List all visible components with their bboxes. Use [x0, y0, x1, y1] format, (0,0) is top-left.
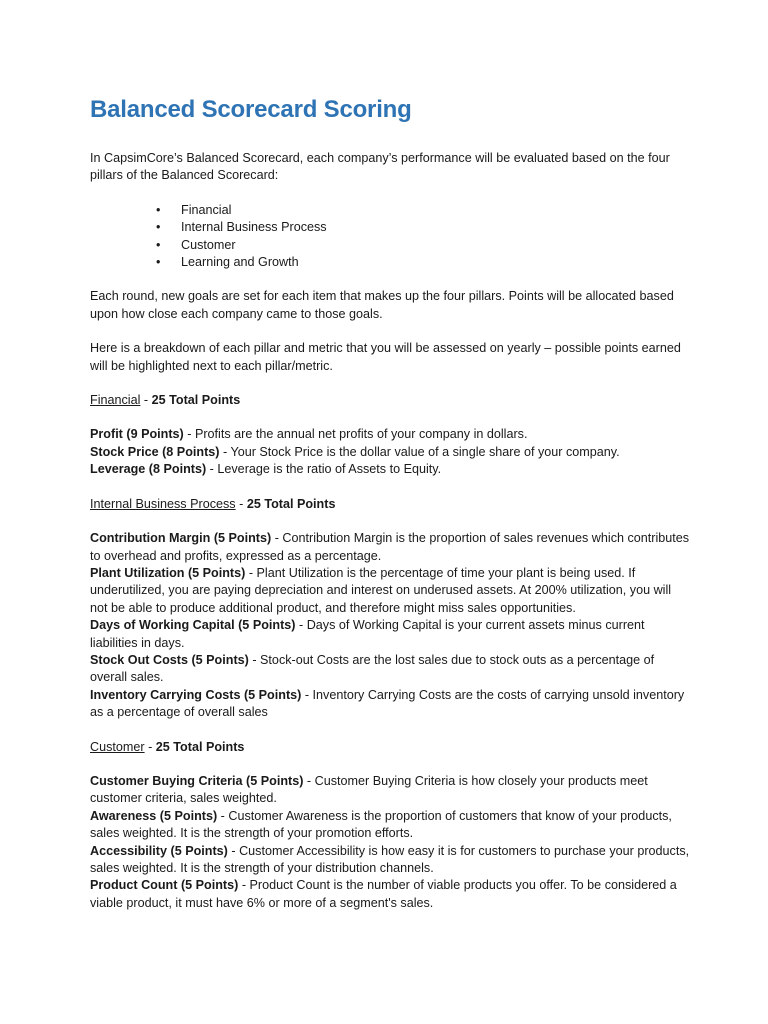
metric-item: [90, 565, 690, 617]
breakdown-paragraph: Here is a breakdown of each pillar and metric that you will be assessed on yearly – possible points earned will be highlighted next to each pillar/metric.: [90, 341, 681, 373]
section-heading-financial: Financial - 25 Total Points: [90, 393, 241, 408]
metric-description: - Leverage is the ratio of Assets to Equity.: [206, 462, 442, 477]
metric-description: - Inventory Carrying Costs are the costs of carrying unsold inventory as a percentage of overall sales: [90, 687, 685, 720]
metric-item: [90, 652, 690, 687]
page-title: Balanced Scorecard Scoring: [90, 96, 412, 123]
metric-description: - Customer Awareness is the proportion of customers that know of your products, sales weighted. It is the strength of your promotion efforts.: [90, 808, 672, 841]
metric-item: [90, 530, 690, 565]
bullet-icon: •: [156, 220, 161, 235]
metric-item: [90, 773, 690, 808]
metric-label: Days of Working Capital (5 Points): [90, 618, 296, 633]
bullet-icon: •: [156, 237, 161, 252]
list-item: • Customer: [156, 237, 690, 254]
section-points: 25 Total Points: [151, 393, 241, 408]
section-name: Financial: [90, 393, 141, 408]
metric-item: [90, 687, 690, 722]
metric-description: - Your Stock Price is the dollar value of a single share of your company.: [219, 444, 620, 459]
metric-item: [90, 877, 690, 912]
metric-description: - Stock-out Costs are the lost sales due to stock outs as a percentage of overall sales.: [90, 652, 655, 685]
list-item: • Internal Business Process: [156, 219, 690, 236]
metric-description: - Customer Accessibility is how easy it is for customers to purchase your products, sales weighted. It is the strength of your distribution channels.: [90, 843, 690, 875]
metric-item: [90, 461, 690, 478]
metric-item: [90, 617, 690, 652]
section-name: Internal Business Process: [90, 496, 236, 511]
bullet-icon: •: [156, 255, 161, 270]
pillar-list: [90, 202, 690, 272]
metric-description: - Customer Buying Criteria is how closely your products meet customer criteria, sales weighted.: [90, 773, 648, 806]
metric-description: - Product Count is the number of viable products you offer. To be considered a viable product, it must have 6% or more of a segment's sales.: [90, 878, 677, 910]
metric-item: [90, 843, 690, 878]
goals-paragraph: Each round, new goals are set for each item that makes up the four pillars. Points will be allocated based upon how close each company came to those goals.: [90, 289, 674, 321]
intro-paragraph: In CapsimCore’s Balanced Scorecard, each company’s performance will be evaluated based on the four pillars of the Balanced Scorecard:: [90, 151, 670, 183]
metric-label: Product Count (5 Points): [90, 878, 239, 893]
metric-label: Accessibility (5 Points): [90, 843, 228, 858]
metric-item: [90, 808, 690, 843]
metric-description: - Plant Utilization is the percentage of time your plant is being used. If underutilized, you are paying depreciation and interest on underused assets. At 200% utilization, you will not be able to produce additional product, and therefore might miss sales opportunities.: [90, 565, 672, 615]
metric-label: Customer Buying Criteria (5 Points): [90, 773, 304, 788]
section-heading-internal-business-process: Internal Business Process - 25 Total Points: [90, 496, 336, 511]
metric-description: - Profits are the annual net profits of your company in dollars.: [183, 427, 528, 442]
metric-description: - Contribution Margin is the proportion of sales revenues which contributes to overhead and profits, expressed as a percentage.: [90, 531, 690, 563]
document-page: [90, 92, 690, 912]
metric-label: Awareness (5 Points): [90, 808, 218, 823]
list-item: • Financial: [156, 202, 690, 219]
section-points: 25 Total Points: [246, 496, 336, 511]
metric-label: Stock Out Costs (5 Points): [90, 652, 249, 667]
section-points: 25 Total Points: [155, 739, 245, 754]
metric-label: Leverage (8 Points): [90, 462, 207, 477]
metric-label: Profit (9 Points): [90, 427, 184, 442]
section-heading-customer: Customer - 25 Total Points: [90, 739, 245, 754]
metric-description: - Days of Working Capital is your current assets minus current liabilities in days.: [90, 618, 645, 650]
metric-item: [90, 444, 690, 461]
bullet-icon: •: [156, 202, 161, 217]
metric-item: [90, 426, 690, 443]
metric-label: Stock Price (8 Points): [90, 444, 220, 459]
metric-label: Plant Utilization (5 Points): [90, 565, 246, 580]
metric-label: Contribution Margin (5 Points): [90, 531, 272, 546]
section-name: Customer: [90, 739, 145, 754]
list-item: • Learning and Growth: [156, 254, 690, 271]
metric-label: Inventory Carrying Costs (5 Points): [90, 687, 302, 702]
